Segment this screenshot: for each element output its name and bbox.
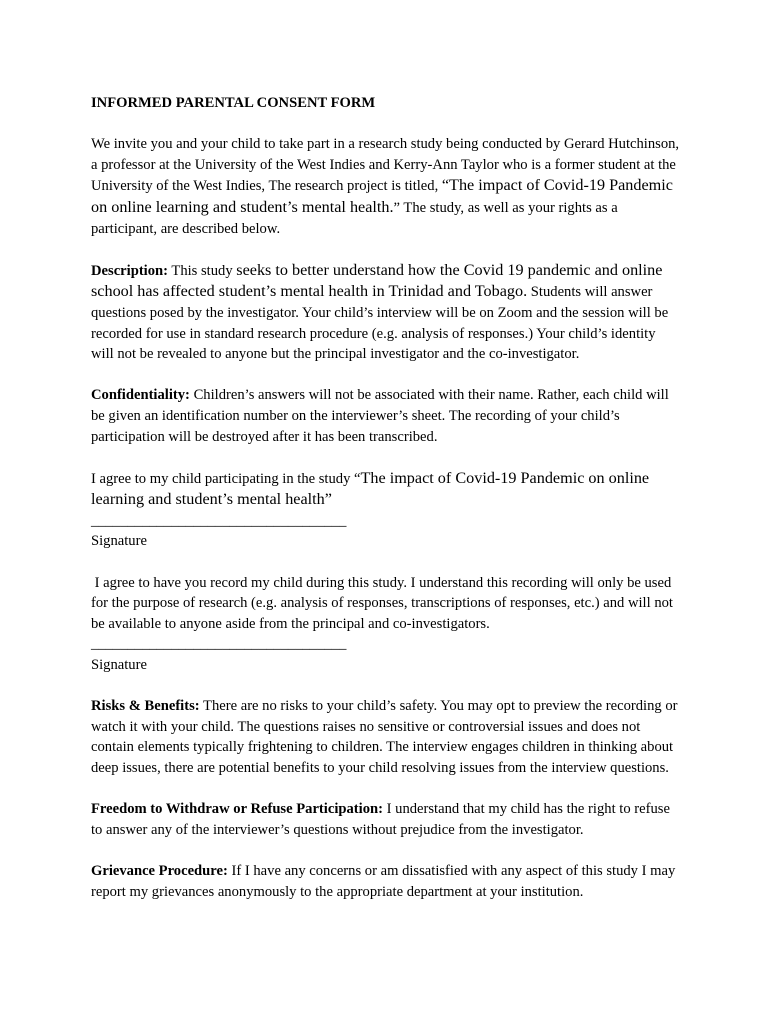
confidentiality-paragraph	[91, 385, 681, 447]
recording-agreement-text: I agree to have you record my child during this study. I understand this recording will only be used for the purpose of research (e.g. analysis of responses, transcriptions of responses, etc.) and will not be available to anyone aside from the principal and co-investigators.	[91, 574, 677, 632]
consent-form-page	[91, 93, 681, 923]
grievance-text: If I have any concerns or am dissatisfied with any aspect of this study I may report my grievances anonymously to the appropriate department at your institution.	[91, 862, 676, 900]
form-title: INFORMED PARENTAL CONSENT FORM	[91, 95, 376, 111]
intro-paragraph	[91, 134, 681, 239]
risks-heading: Risks & Benefits:	[91, 698, 200, 715]
participation-signature-label: Signature	[91, 533, 147, 550]
recording-signature-line[interactable]: ___________________________________	[91, 636, 347, 653]
description-paragraph	[91, 260, 681, 365]
risks-paragraph	[91, 696, 681, 778]
participation-agreement-text	[91, 468, 681, 511]
withdraw-heading: Freedom to Withdraw or Refuse Participation:	[91, 801, 383, 818]
grievance-paragraph	[91, 861, 681, 902]
description-emphasis: seeks to better understand how the Covid 19 pandemic and online school has affected student’s mental health in Trinidad and Tobago.	[91, 260, 663, 301]
participation-study-title: The impact of Covid-19 Pandemic on online learning and student’s mental health”	[91, 468, 650, 509]
recording-consent-block	[91, 573, 681, 676]
withdraw-text: I understand that my child has the right to refuse to answer any of the interviewer’s questions without prejudice from the investigator.	[91, 801, 670, 838]
description-lead: This study	[168, 262, 237, 279]
confidentiality-text: Children’s answers will not be associated with their name. Rather, each child will be given an identification number on the interviewer’s sheet. The recording of your child’s participation will be destroyed after it has been transcribed.	[91, 387, 669, 445]
participation-signature-line[interactable]: ___________________________________	[91, 512, 347, 529]
confidentiality-heading: Confidentiality:	[91, 387, 190, 404]
description-tail: Students will answer questions posed by the investigator. Your child’s interview will be on Zoom and the session will be recorded for use in standard research procedure (e.g. analysis of responses.) Your child’s identity will not be revealed to anyone but the principal investigator and the co-investigator.	[91, 284, 669, 363]
grievance-heading: Grievance Procedure:	[91, 862, 228, 879]
intro-lead: We invite you and your child to take part in a research study being conducted by Gerard Hutchinson, a professor at the University of the West Indies and Kerry-Ann Taylor who is a former student at the University of the West Indies, The research project is titled,	[91, 136, 680, 195]
intro-study-title: “The impact of Covid-19 Pandemic on online learning and student’s mental health.	[91, 176, 673, 216]
risks-text: There are no risks to your child’s safety. You may opt to preview the recording or watch it with your child. The questions raises no sensitive or controversial issues and does not contain elements typically frightening to children. The interview engages children in thinking about deep issues, there are potential benefits to your child resolving issues from the interview questions.	[91, 698, 678, 776]
description-heading: Description:	[91, 262, 169, 279]
withdraw-paragraph	[91, 799, 681, 840]
intro-tail: ” The study, as well as your rights as a participant, are described below.	[91, 199, 618, 237]
participation-lead: I agree to my child participating in the study “	[91, 470, 361, 487]
recording-signature-label: Signature	[91, 657, 147, 674]
participation-consent-block	[91, 468, 681, 552]
